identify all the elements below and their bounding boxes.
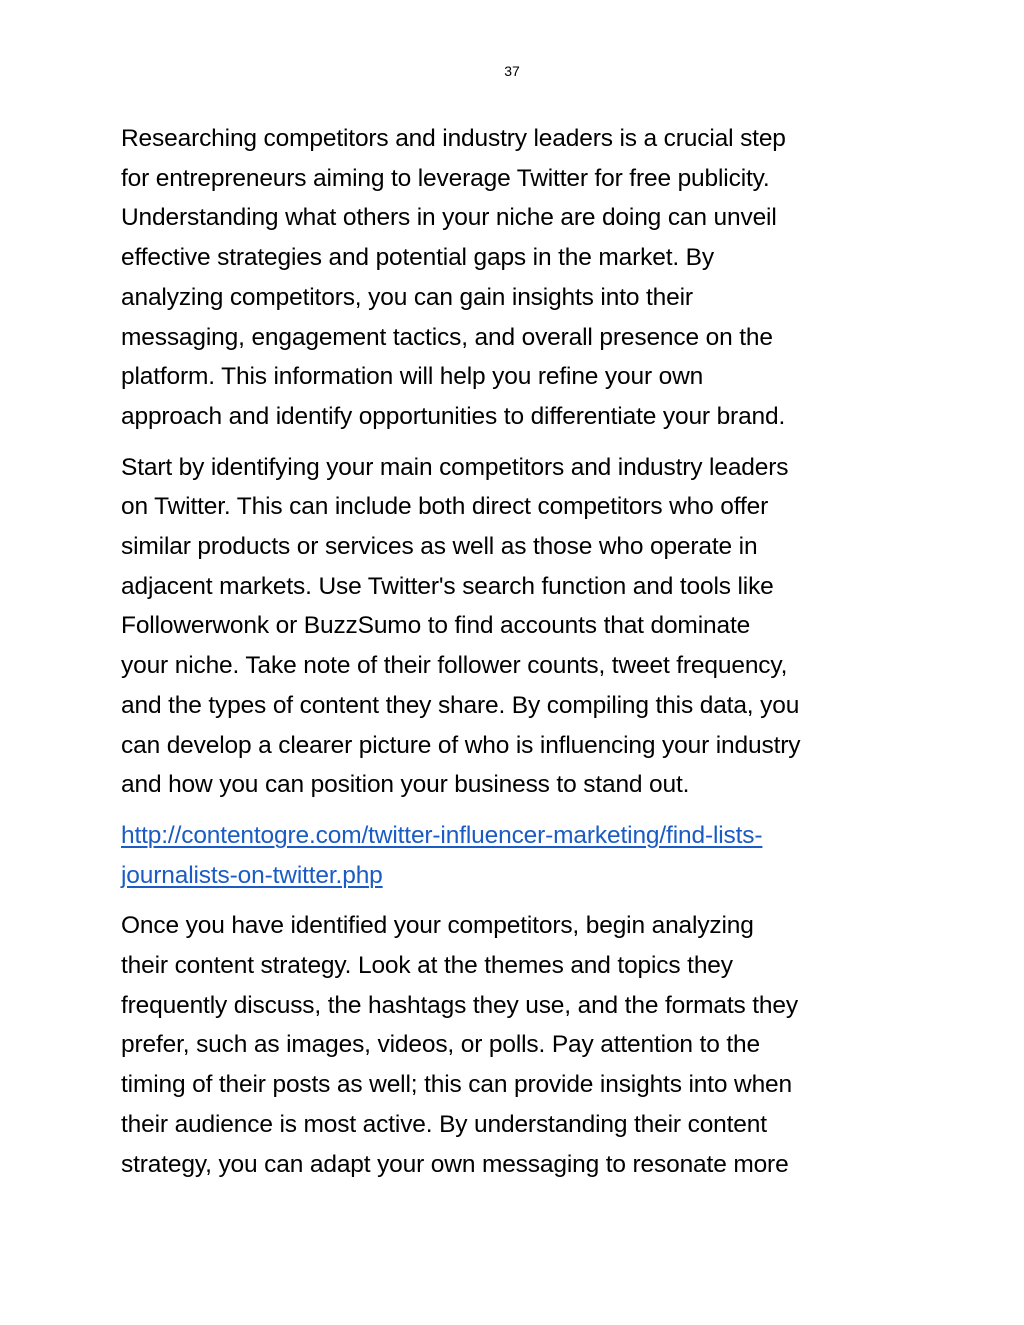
paragraph-researching-competitors [121,119,906,437]
text-line: analyzing competitors, you can gain insights into their [121,283,693,311]
text-line: effective strategies and potential gaps in the market. By [121,244,714,272]
text-line: and how you can position your business to stand out. [121,771,690,799]
text-line: their audience is most active. By understanding their content [121,1110,767,1138]
paragraph-link [121,816,906,895]
paragraph-content-strategy [121,906,906,1184]
text-line: Start by identifying your main competitors and industry leaders [121,453,789,481]
text-line: strategy, you can adapt your own messaging to resonate more [121,1150,789,1178]
text-line: Once you have identified your competitors, begin analyzing [121,912,754,940]
text-line: messaging, engagement tactics, and overall presence on the [121,323,773,351]
text-line: on Twitter. This can include both direct competitors who offer [121,493,769,521]
text-line: approach and identify opportunities to differentiate your brand. [121,402,786,430]
text-line: prefer, such as images, videos, or polls. Pay attention to the [121,1031,760,1059]
paragraph-identify-competitors [121,448,906,805]
text-line: timing of their posts as well; this can provide insights into when [121,1071,792,1099]
text-line: frequently discuss, the hashtags they use, and the formats they [121,991,798,1019]
text-line: similar products or services as well as those who operate in [121,533,758,561]
text-line: Followerwonk or BuzzSumo to find accounts that dominate [121,612,751,640]
page-number: 37 [504,63,520,79]
text-line: Researching competitors and industry leaders is a crucial step [121,125,786,152]
text-line: your niche. Take note of their follower counts, tweet frequency, [121,652,788,680]
text-line: adjacent markets. Use Twitter's search function and tools like [121,572,774,600]
page-body [121,119,906,1195]
text-line: Understanding what others in your niche are doing can unveil [121,204,777,232]
text-line: for entrepreneurs aiming to leverage Twitter for free publicity. [121,164,770,192]
text-line: can develop a clearer picture of who is influencing your industry [121,731,801,759]
contentogre-link-line-1[interactable]: http://contentogre.com/twitter-influencer-marketing/find-lists- [121,821,763,849]
text-line: their content strategy. Look at the themes and topics they [121,952,733,980]
text-line: and the types of content they share. By compiling this data, you [121,691,800,719]
text-line: platform. This information will help you refine your own [121,363,704,391]
contentogre-link-line-2[interactable]: journalists-on-twitter.php [121,861,383,889]
